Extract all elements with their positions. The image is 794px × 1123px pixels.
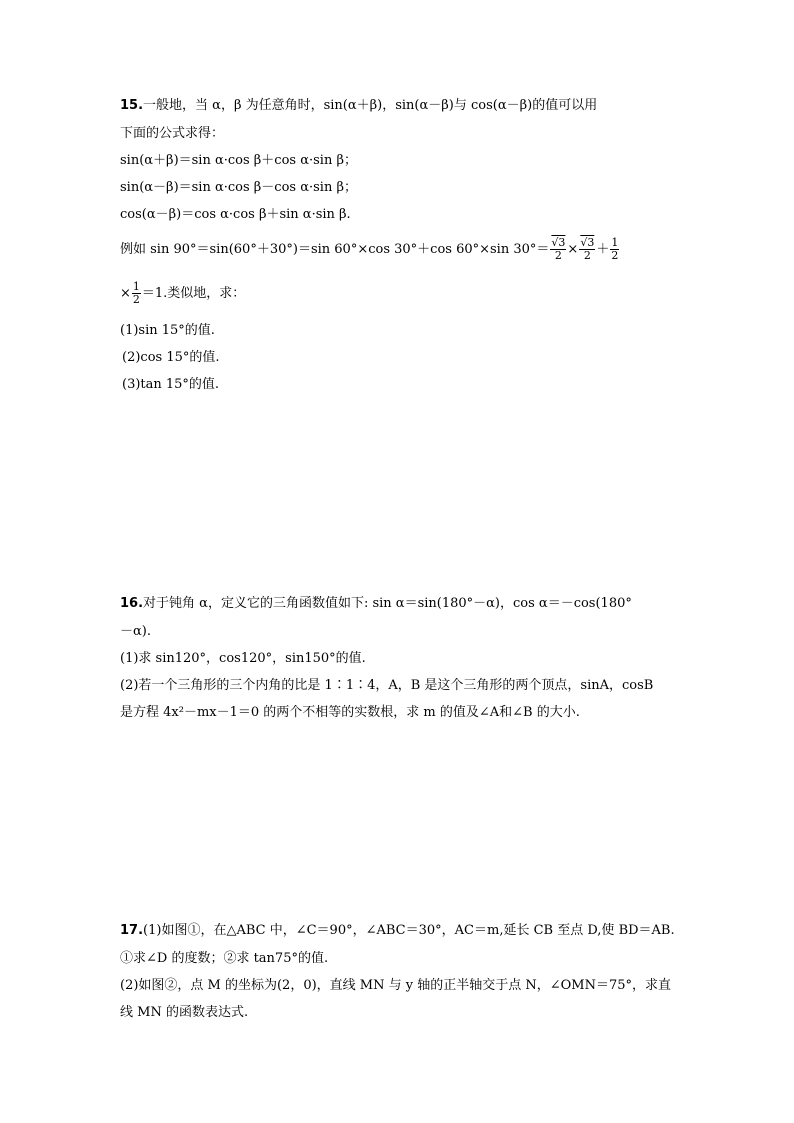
q16-line1	[120, 596, 632, 612]
q15-formula3: cos(α－β)＝cos α·cos β＋sin α·sin β.	[120, 207, 351, 222]
q15-frac4-den: 2	[132, 293, 140, 306]
q17-line3: (2)如图②，点 M 的坐标为(2，0)，直线 MN 与 y 轴的正半轴交于点 N，∠OMN＝75°，求直	[120, 978, 672, 993]
q15-frac4	[132, 281, 141, 306]
q16-number: 16.	[120, 596, 144, 611]
q15-example-line2	[120, 278, 245, 310]
q15-frac4-num: 1	[132, 280, 140, 293]
q15-line2: 下面的公式求得：	[120, 126, 225, 141]
q16-line2: －α).	[120, 624, 151, 639]
q15-plus: ＋	[596, 242, 610, 257]
q16-part1: (1)求 sin120°，cos120°，sin150°的值.	[120, 651, 366, 666]
q15-frac2-den: 2	[583, 249, 591, 262]
q15-formula2: sin(α－β)＝sin α·cos β－cos α·sin β；	[120, 180, 357, 195]
q17-text1: (1)如图①，在△ABC 中，∠C＝90°，∠ABC＝30°，AC＝m,延长 CB 至点 D,使 BD＝AB.	[143, 923, 675, 938]
q16-text1: 对于钝角 α，定义它的三角函数值如下: sin α＝sin(180°－α)，cos α＝－cos(180°	[143, 596, 632, 611]
q15-frac3-den: 2	[611, 249, 619, 262]
q15-frac2	[579, 237, 595, 262]
q15-frac1-num: √3	[551, 236, 566, 249]
q16-part2: (2)若一个三角形的三个内角的比是 1∶1∶4，A，B 是这个三角形的两个顶点，sinA，cosB	[120, 678, 654, 693]
q15-formula1: sin(α＋β)＝sin α·cos β＋cos α·sin β；	[120, 153, 357, 168]
q17-line2: ①求∠D 的度数；②求 tan75°的值.	[120, 951, 329, 966]
q15-part2: (2)cos 15°的值.	[122, 350, 220, 365]
q15-line2-times: ×	[120, 286, 131, 301]
q17-line4: 线 MN 的函数表达式.	[120, 1005, 249, 1020]
q16-part2b: 是方程 4x²－mx－1＝0 的两个不相等的实数根，求 m 的值及∠A和∠B 的大小.	[120, 705, 580, 720]
q17-line1	[120, 923, 675, 939]
q15-part1: (1)sin 15°的值.	[120, 323, 215, 338]
q15-number: 15.	[120, 98, 144, 113]
q17-number: 17.	[120, 923, 144, 938]
q15-times: ×	[567, 242, 579, 257]
q15-frac1	[550, 237, 566, 262]
q15-frac3-num: 1	[611, 236, 619, 249]
q15-part3: (3)tan 15°的值.	[122, 377, 220, 392]
q15-frac2-num: √3	[580, 236, 595, 249]
q15-frac1-den: 2	[554, 249, 562, 262]
q15-frac3	[610, 237, 619, 262]
q15-line2-suffix: ＝1.类似地，求：	[141, 286, 246, 301]
q15-example-prefix: 例如 sin 90°＝sin(60°＋30°)＝sin 60°×cos 30°＋cos 60°×sin 30°＝	[120, 242, 550, 257]
q15-text1: 一般地，当 α，β 为任意角时，sin(α＋β)，sin(α－β)与 cos(α－β)的值可以用	[143, 98, 598, 113]
q15-example-line	[120, 234, 620, 266]
q15-line1	[120, 98, 597, 114]
